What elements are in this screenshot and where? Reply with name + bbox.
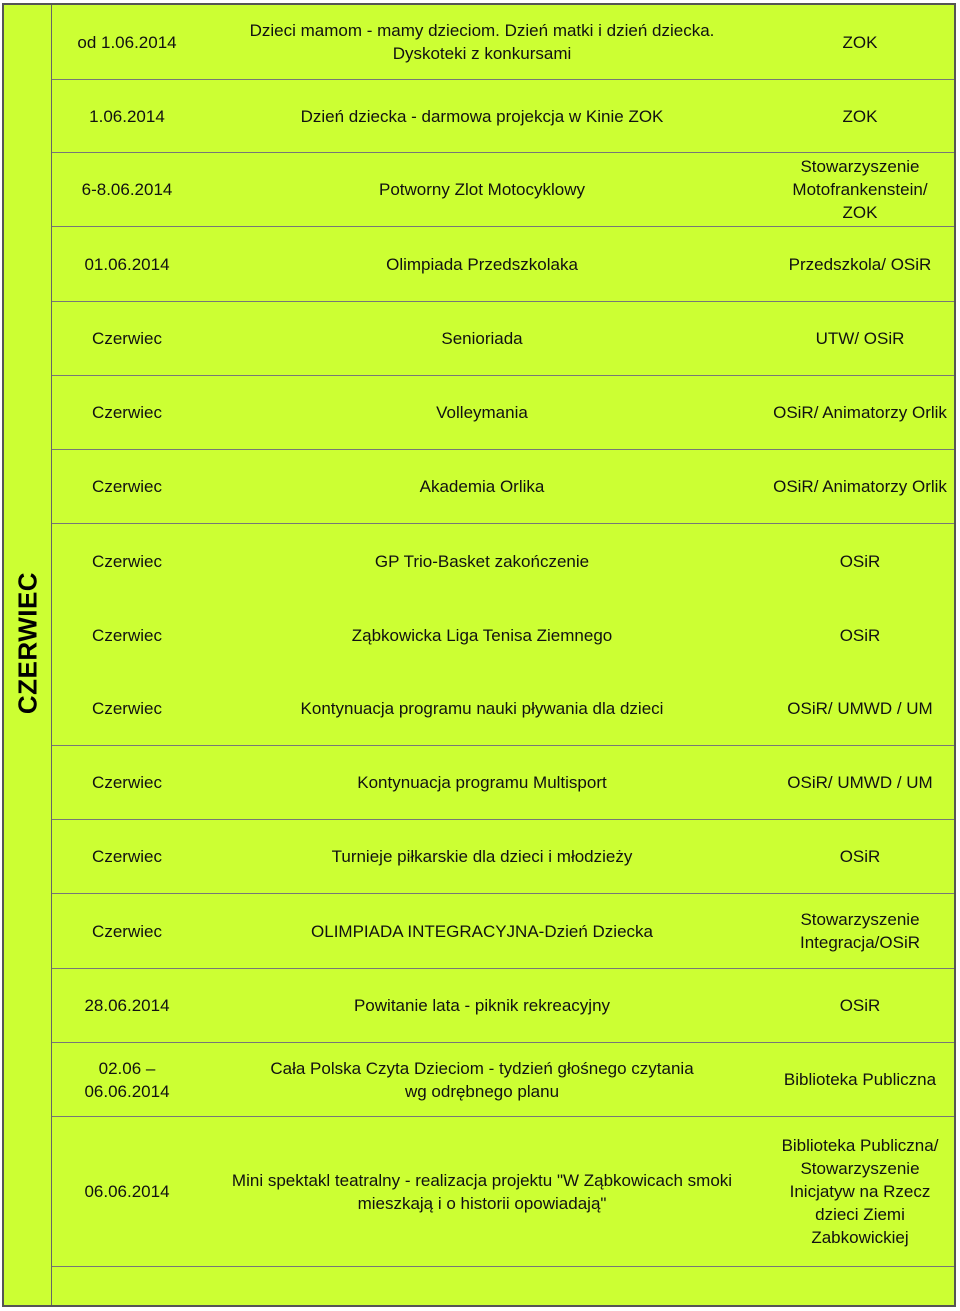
table-row [52,227,954,302]
event-cell [202,894,762,968]
organizer-cell [762,524,958,598]
date-cell-text: 01.06.2014 [84,254,170,274]
date-cell [52,227,202,301]
date-cell [52,746,202,819]
date-cell-text: Czerwiec [92,699,162,718]
organizer-cell-text: ZOK [842,32,878,52]
event-cell [202,5,762,79]
organizer-cell [762,969,958,1042]
date-cell-text: 1.06.2014 [89,106,165,126]
table-row [52,598,954,672]
organizer-cell-text: Biblioteka Publiczna [783,1070,937,1089]
organizer-cell-text: ZOK [842,106,878,126]
organizer-cell [762,894,958,968]
organizer-cell [762,376,958,449]
organizer-cell-text: Stowarzyszenie Integracja/OSiR [800,910,920,952]
organizer-cell-text: OSiR/ UMWD / UM [787,699,933,718]
organizer-cell [762,5,958,79]
date-cell-text: Czerwiec [92,773,162,792]
date-cell [52,598,202,672]
date-cell-text: Czerwiec [92,625,162,645]
organizer-cell [762,746,958,819]
date-cell-text: Czerwiec [92,329,162,348]
event-cell [202,227,762,301]
table-row [52,746,954,820]
date-cell [52,820,202,893]
organizer-cell [762,1117,958,1266]
organizer-cell [762,672,958,745]
organizer-cell-text: Biblioteka Publiczna/ Stowarzyszenie Inicjatyw na Rzecz dzieci Ziemi Zabkowickiej [781,1136,939,1247]
event-cell-text: Potworny Zlot Motocyklowy [379,180,585,199]
organizer-cell [762,302,958,375]
event-cell [202,1043,762,1116]
table-row [52,1117,954,1267]
table-row [52,450,954,524]
date-cell [52,302,202,375]
event-cell [202,598,762,672]
organizer-cell-text: OSiR [839,996,881,1015]
organizer-cell [762,820,958,893]
event-cell [202,524,762,598]
event-cell-text: Ząbkowicka Liga Tenisa Ziemnego [351,625,613,645]
table-row [52,5,954,80]
organizer-cell-text: Przedszkola/ OSiR [788,254,932,274]
event-cell-text: GP Trio-Basket zakończenie [374,551,590,571]
table-row [52,302,954,376]
date-cell [52,969,202,1042]
table-row [52,894,954,969]
event-cell-text: Akademia Orlika [419,477,545,496]
table-row [52,820,954,894]
date-cell [52,153,202,226]
organizer-cell-text: OSiR/ UMWD / UM [787,773,933,792]
event-cell [202,969,762,1042]
date-cell [52,1117,202,1266]
date-cell-text: 28.06.2014 [84,996,170,1015]
rows-container [52,5,954,1305]
organizer-cell-text: OSiR/ Animatorzy Orlik [773,403,947,422]
table-row [52,80,954,153]
event-cell-text: Volleymania [436,403,528,422]
event-cell [202,80,762,152]
date-cell [52,376,202,449]
organizer-cell [762,450,958,523]
date-cell [52,524,202,598]
organizer-cell-text: Stowarzyszenie Motofrankenstein/ ZOK [792,157,928,222]
event-cell [202,672,762,745]
event-cell-text: Olimpiada Przedszkolaka [386,254,578,274]
date-cell-text: Czerwiec [92,921,162,941]
date-cell-text: od 1.06.2014 [77,32,177,52]
event-cell-text: Dzień dziecka - darmowa projekcja w Kinie ZOK [300,106,664,126]
organizer-cell-text: OSiR/ Animatorzy Orlik [773,477,947,496]
event-cell [202,302,762,375]
event-cell [202,153,762,226]
event-cell [202,450,762,523]
date-cell [52,450,202,523]
event-cell-text: OLIMPIADA INTEGRACYJNA-Dzień Dziecka [311,921,653,941]
event-cell-text: Kontynuacja programu Multisport [357,773,607,792]
event-cell [202,746,762,819]
organizer-cell [762,80,958,152]
schedule-table [2,3,956,1307]
organizer-cell [762,1043,958,1116]
date-cell-text: 02.06 – 06.06.2014 [84,1058,170,1101]
date-cell-text: Czerwiec [92,847,162,866]
date-cell-text: Czerwiec [92,551,162,571]
date-cell [52,672,202,745]
date-cell-text: 6-8.06.2014 [81,180,173,199]
table-row [52,672,954,746]
table-row [52,1043,954,1117]
organizer-cell [762,153,958,226]
event-cell [202,820,762,893]
event-cell-text: Senioriada [441,329,523,348]
date-cell-text: 06.06.2014 [84,1182,170,1201]
date-cell [52,80,202,152]
date-cell [52,1043,202,1116]
event-cell [202,376,762,449]
event-cell-text: Powitanie lata - piknik rekreacyjny [353,996,611,1015]
table-row [52,524,954,598]
organizer-cell-text: OSiR [839,551,881,571]
month-column [4,5,52,1305]
date-cell-text: Czerwiec [92,477,162,496]
month-label: CZERWIEC [12,571,43,715]
organizer-cell [762,227,958,301]
table-row [52,376,954,450]
event-cell-text: Kontynuacja programu nauki pływania dla dzieci [300,699,664,718]
table-row [52,153,954,227]
organizer-cell [762,598,958,672]
organizer-cell-text: OSiR [839,847,881,866]
date-cell-text: Czerwiec [92,403,162,422]
event-cell-text: Dzieci mamom - mamy dzieciom. Dzień matki i dzień dziecka. Dyskoteki z konkursami [249,21,715,63]
date-cell [52,894,202,968]
table-row [52,969,954,1043]
event-cell [202,1117,762,1266]
organizer-cell-text: OSiR [839,625,881,645]
organizer-cell-text: UTW/ OSiR [815,329,905,348]
date-cell [52,5,202,79]
event-cell-text: Mini spektakl teatralny - realizacja projektu "W Ząbkowicach smoki mieszkają i o historii opowiadają" [231,1170,733,1213]
event-cell-text: Turnieje piłkarskie dla dzieci i młodzieży [331,847,633,866]
event-cell-text: Cała Polska Czyta Dzieciom - tydzień głośnego czytania wg odrębnego planu [270,1058,694,1101]
